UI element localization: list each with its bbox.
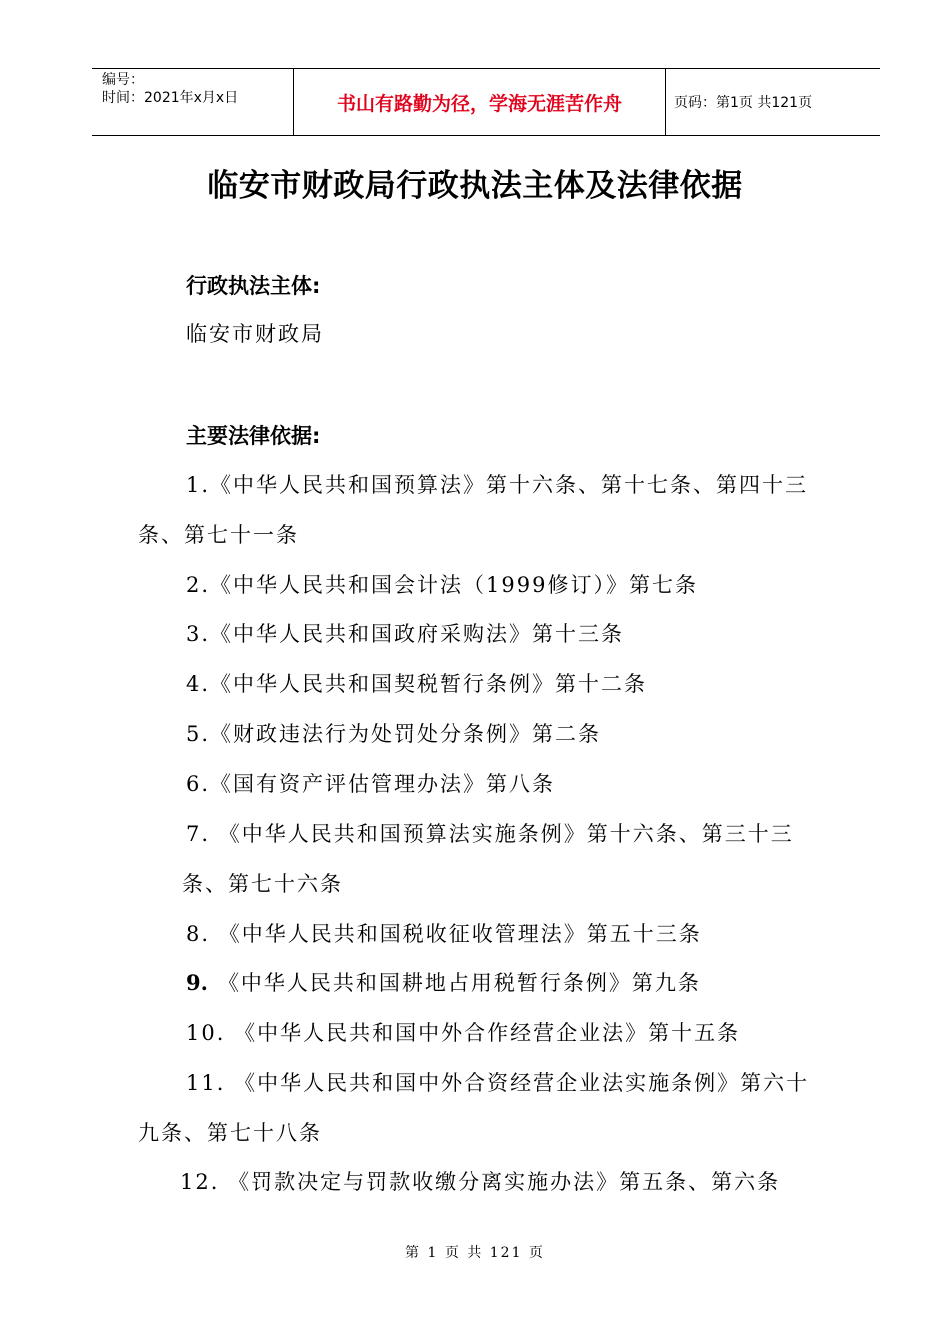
- legal-basis-heading: 主要法律依据:: [186, 424, 321, 448]
- subject-value: 临安市财政局: [186, 322, 324, 346]
- serial-label: 编号：: [102, 72, 144, 88]
- header-meta: [92, 69, 293, 135]
- list-item-11-line1: 11. 《中华人民共和国中外合资经营企业法实施条例》第六十: [186, 1071, 810, 1095]
- header-motto: 书山有路勤为径，学海无涯苦作舟: [293, 69, 666, 135]
- list-item-3: 3.《中华人民共和国政府采购法》第十三条: [186, 622, 625, 646]
- list-item-1-line2: 条、第七十一条: [138, 523, 299, 547]
- list-item-9-number: 9.: [186, 970, 208, 995]
- list-item-7-line1: 7. 《中华人民共和国预算法实施条例》第十六条、第三十三: [186, 822, 794, 846]
- list-item-11-line2: 九条、第七十八条: [138, 1121, 322, 1145]
- list-item-10: 10. 《中华人民共和国中外合作经营企业法》第十五条: [186, 1021, 741, 1045]
- document-header: [92, 68, 880, 136]
- list-item-8: 8. 《中华人民共和国税收征收管理法》第五十三条: [186, 922, 702, 946]
- list-item-5: 5.《财政违法行为处罚处分条例》第二条: [186, 722, 602, 746]
- list-item-4: 4.《中华人民共和国契税暂行条例》第十二条: [186, 672, 648, 696]
- page-footer: 第 1 页 共 121 页: [405, 1245, 545, 1261]
- subject-heading: 行政执法主体:: [186, 274, 321, 298]
- list-item-9: [186, 969, 701, 997]
- list-item-9-text: 《中华人民共和国耕地占用税暂行条例》第九条: [217, 971, 701, 995]
- document-title: 临安市财政局行政执法主体及法律依据: [207, 168, 743, 204]
- list-item-7-line2: 条、第七十六条: [182, 872, 343, 896]
- time-label: 时间：2021年x月x日: [102, 90, 239, 106]
- list-item-1-line1: 1.《中华人民共和国预算法》第十六条、第十七条、第四十三: [186, 473, 809, 497]
- header-page-info: 页码：第1页 共121页: [674, 95, 813, 111]
- list-item-6: 6.《国有资产评估管理办法》第八条: [186, 772, 556, 796]
- list-item-2: 2.《中华人民共和国会计法（1999修订）》第七条: [186, 573, 698, 597]
- list-item-12: 12. 《罚款决定与罚款收缴分离实施办法》第五条、第六条: [180, 1170, 781, 1194]
